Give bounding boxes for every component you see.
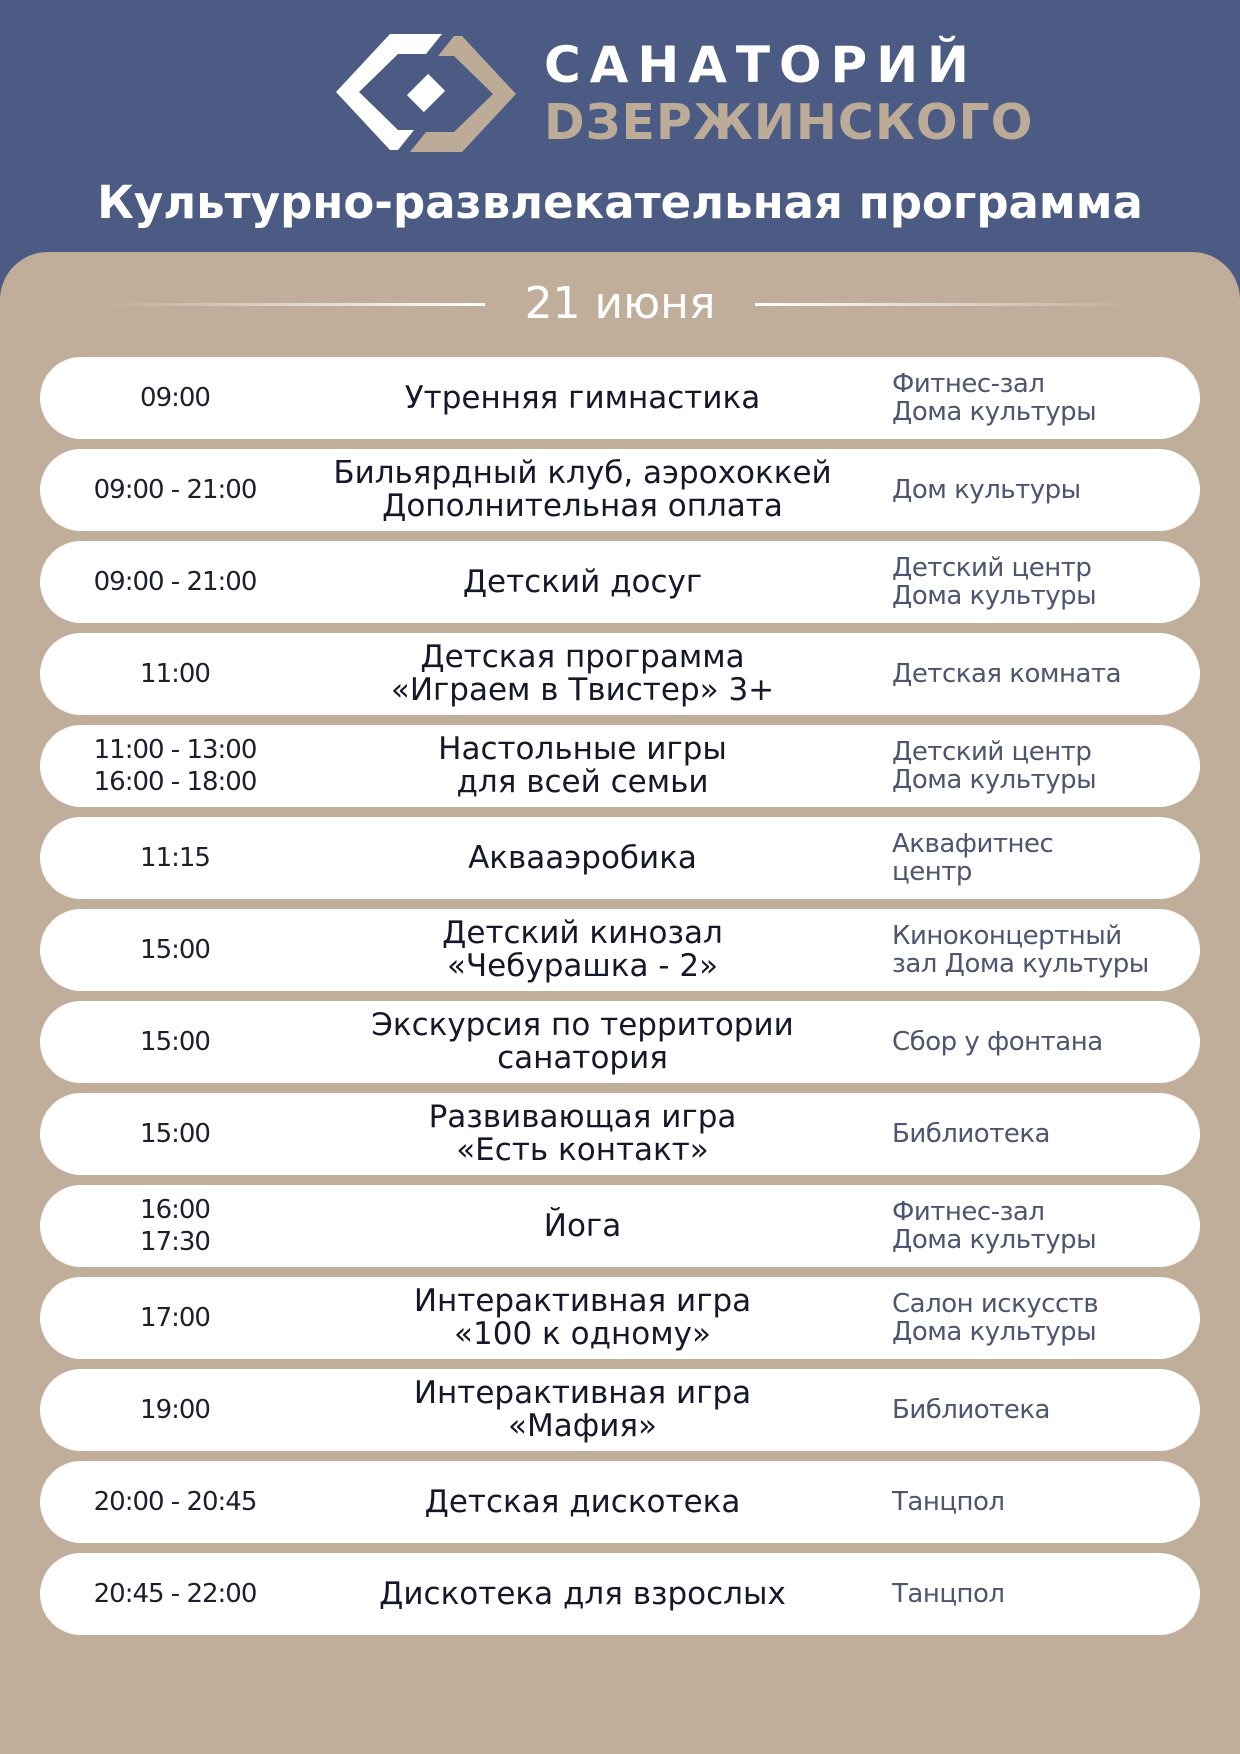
logo-text-line1: САНАТОРИЙ bbox=[544, 36, 978, 94]
event-place: Фитнес-зал Дома культуры bbox=[892, 1197, 1097, 1255]
event-place: Библиотека bbox=[892, 1395, 1050, 1425]
event-title: Интерактивная игра «100 к одному» bbox=[413, 1283, 752, 1352]
event-title: Бильярдный клуб, аэрохоккей Дополнительная оплата bbox=[333, 455, 832, 524]
event-title: Утренняя гимнастика bbox=[404, 379, 761, 416]
event-row bbox=[40, 449, 1200, 531]
event-title: Дискотека для взрослых bbox=[379, 1575, 786, 1612]
date-heading bbox=[0, 276, 1240, 332]
event-time: 09:00 - 21:00 bbox=[93, 567, 257, 597]
event-row bbox=[40, 817, 1200, 899]
event-place: Дом культуры bbox=[892, 475, 1081, 505]
event-row bbox=[40, 357, 1200, 439]
event-time: 20:45 - 22:00 bbox=[93, 1579, 257, 1609]
header bbox=[0, 0, 1240, 260]
event-place: Аквафитнес центр bbox=[892, 829, 1054, 887]
event-row bbox=[40, 1461, 1200, 1543]
event-row bbox=[40, 909, 1200, 991]
event-place: Детская комната bbox=[892, 659, 1122, 689]
schedule-date: 21 июня bbox=[524, 278, 716, 329]
event-place: Сбор у фонтана bbox=[892, 1027, 1103, 1057]
page-title: Культурно-развлекательная программа bbox=[97, 176, 1143, 229]
event-time: 15:00 bbox=[140, 935, 210, 965]
event-title: Развивающая игра «Есть контакт» bbox=[428, 1099, 737, 1168]
event-time: 17:00 bbox=[140, 1303, 210, 1333]
event-row bbox=[40, 1001, 1200, 1083]
event-row bbox=[40, 1369, 1200, 1451]
event-row bbox=[40, 633, 1200, 715]
event-title: Йога bbox=[543, 1207, 622, 1244]
event-row bbox=[40, 1185, 1200, 1267]
schedule-panel bbox=[0, 252, 1240, 1754]
event-place: Детский центр Дома культуры bbox=[892, 553, 1097, 611]
sanatorium-logo bbox=[326, 18, 1034, 168]
event-place: Салон искусств Дома культуры bbox=[892, 1289, 1099, 1347]
event-place: Танцпол bbox=[892, 1487, 1005, 1517]
event-title: Аквааэробика bbox=[468, 839, 697, 876]
event-time: 20:00 - 20:45 bbox=[93, 1487, 257, 1517]
event-time: 15:00 bbox=[140, 1027, 210, 1057]
event-title: Интерактивная игра «Мафия» bbox=[413, 1375, 752, 1444]
event-title: Экскурсия по территории санатория bbox=[371, 1007, 794, 1076]
event-row bbox=[40, 1093, 1200, 1175]
event-title: Детская программа «Играем в Твистер» 3+ bbox=[390, 639, 775, 708]
event-place: Библиотека bbox=[892, 1119, 1050, 1149]
logo-mark-icon bbox=[326, 18, 526, 168]
logo-text-line2: DЗЕРЖИНСКОГО bbox=[544, 94, 1034, 151]
event-time: 09:00 - 21:00 bbox=[93, 475, 257, 505]
event-time: 15:00 bbox=[140, 1119, 210, 1149]
event-title: Настольные игры для всей семьи bbox=[438, 731, 727, 800]
event-place: Танцпол bbox=[892, 1579, 1005, 1609]
event-title: Детский кинозал «Чебурашка - 2» bbox=[442, 915, 723, 984]
event-time: 11:15 bbox=[140, 843, 210, 873]
event-row bbox=[40, 725, 1200, 807]
event-place: Фитнес-зал Дома культуры bbox=[892, 369, 1097, 427]
event-time: 11:00 bbox=[140, 659, 210, 689]
event-place: Киноконцертный зал Дома культуры bbox=[892, 921, 1149, 979]
event-title: Детский досуг bbox=[462, 563, 703, 600]
event-row bbox=[40, 1553, 1200, 1635]
event-row bbox=[40, 541, 1200, 623]
event-time: 09:00 bbox=[140, 383, 210, 413]
event-row bbox=[40, 1277, 1200, 1359]
event-time: 16:00 17:30 bbox=[140, 1195, 210, 1257]
event-time: 19:00 bbox=[140, 1395, 210, 1425]
event-time: 11:00 - 13:00 16:00 - 18:00 bbox=[93, 735, 257, 797]
event-title: Детская дискотека bbox=[424, 1483, 741, 1520]
event-place: Детский центр Дома культуры bbox=[892, 737, 1097, 795]
